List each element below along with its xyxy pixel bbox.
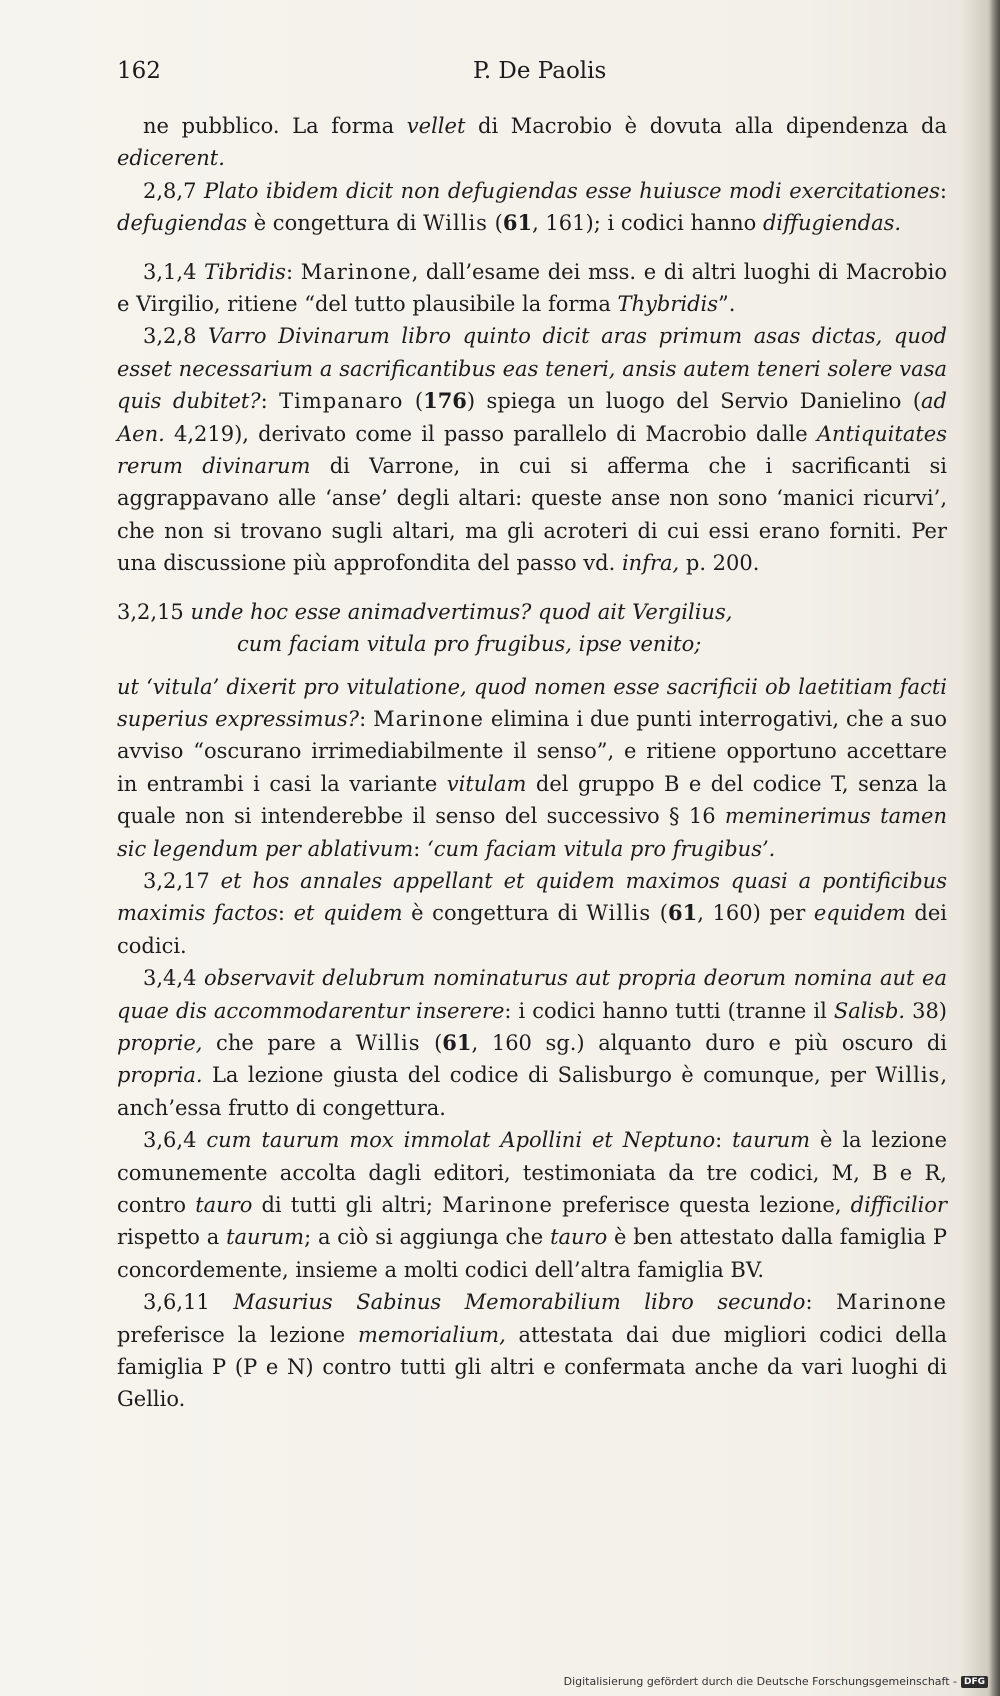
text-span: 3,6,4	[143, 1128, 207, 1153]
text-span: 3,1,4	[143, 259, 205, 284]
spaced-name: Marinone	[373, 706, 484, 731]
italic-span: Tibridis	[204, 259, 286, 284]
text-span: :	[939, 178, 947, 203]
italic-span: difficilior	[850, 1193, 947, 1217]
paragraph	[117, 671, 947, 865]
paragraph	[117, 320, 947, 579]
text-span: :	[805, 1290, 837, 1315]
text-span: : i codici hanno tutti (tranne il	[504, 998, 834, 1023]
paragraphs-after-quote	[117, 671, 947, 1416]
text-span: :	[715, 1128, 733, 1153]
italic-span: infra,	[621, 551, 680, 576]
text-span: che pare a	[202, 1030, 356, 1055]
italic-span: propria.	[117, 1063, 203, 1088]
italic-span: tauro	[195, 1193, 253, 1217]
paragraph	[117, 962, 947, 1124]
text-span: (	[651, 901, 668, 926]
text-span: di Varrone, in cui si afferma che i sacrificanti si aggrappavano alle ‘anse’ degli altari: queste anse non sono ‘manici ricurvi’, che non si trovano sugli altari, ma gli acroteri di cui essi erano forniti. Per una discussione più approfondita del passo vd.	[117, 454, 947, 576]
text-span: La lezione giusta del codice di Salisburgo è comunque, per	[202, 1063, 876, 1088]
spaced-name: Marinone	[836, 1290, 947, 1315]
bold-span: 61	[442, 1029, 472, 1055]
italic-span: ut ‘vitula’ dixerit pro vitulatione, quod nomen esse sacrificii ob laetitiam facti superius expressimus?	[117, 674, 947, 731]
spaced-name: Willis	[355, 1030, 421, 1055]
text-span: 3,2,8	[143, 324, 209, 349]
italic-span: Masurius Sabinus Memorabilium libro secundo	[233, 1290, 806, 1315]
text-span: :	[277, 901, 294, 926]
italic-span: meminerimus tamen sic legendum per ablativum	[117, 804, 947, 861]
footer-text: Digitalisierung gefördert durch die Deutsche Forschungsgemeinschaft -	[563, 1675, 957, 1688]
text-span: preferisce la lezione	[117, 1322, 359, 1347]
text-span: , 160 sg.) alquanto duro e più oscuro di	[471, 1030, 948, 1055]
italic-span: cum taurum mox immolat Apollini et Neptuno	[206, 1128, 716, 1153]
italic-span: ‘cum faciam vitula pro frugibus’.	[427, 836, 776, 861]
italic-span: defugiendas	[117, 211, 248, 236]
text-span: 3,6,11	[143, 1290, 234, 1315]
paragraph	[117, 865, 947, 962]
italic-span: memorialium,	[358, 1322, 506, 1347]
text-span: (	[487, 211, 503, 236]
page-edge-shadow	[988, 0, 1000, 1696]
text-span: ; a ciò si aggiunga che	[304, 1225, 551, 1250]
text-span: di tutti gli altri;	[252, 1193, 443, 1217]
page-header	[117, 58, 947, 92]
spaced-name: Willis	[586, 901, 652, 926]
footer-credit	[564, 1675, 988, 1688]
italic-span: Antiquitates rerum divinarum	[117, 421, 947, 479]
paragraph	[117, 175, 947, 240]
text-span: 38)	[905, 998, 948, 1023]
italic-span: ad Aen.	[117, 389, 947, 446]
paragraph	[117, 110, 947, 175]
text-span: :	[285, 259, 301, 284]
page-number: 162	[117, 58, 161, 84]
text-span: 2,8,7	[143, 178, 204, 203]
dfg-logo: DFG	[961, 1676, 988, 1688]
quote-line-2: cum faciam vitula pro frugibus, ipse venito;	[237, 632, 702, 657]
italic-span: tauro	[550, 1225, 608, 1250]
text-span: :	[260, 389, 280, 414]
italic-span: Varro Divinarum libro quinto dicit aras primum asas dictas, quod esset necessarium a sacrificantibus eas teneri, ansis autem teneri solere vasa quis dubitet?	[117, 324, 947, 414]
text-span: di Macrobio è dovuta alla dipendenza da	[465, 114, 947, 138]
italic-span: equidem	[813, 901, 906, 926]
bold-span: 176	[423, 388, 467, 414]
italic-span: edicerent.	[117, 146, 225, 171]
text-span: è congettura di	[402, 901, 587, 926]
text-span: ”.	[718, 292, 736, 317]
spaced-name: Marinone	[300, 259, 412, 284]
italic-span: proprie,	[117, 1030, 203, 1055]
italic-span: taurum	[732, 1128, 811, 1153]
running-head: P. De Paolis	[473, 58, 607, 84]
text-span: elimina i due punti interrogativi, che a suo avviso “oscurano irrimediabilmente il senso”, e ritiene opportuno accettare in entrambi i casi la variante	[117, 706, 947, 796]
text-span: dei codici.	[117, 901, 947, 958]
text-span: del gruppo B e del codice T, senza la quale non si intenderebbe il senso del successivo § 16	[117, 771, 948, 829]
paragraph	[117, 1286, 947, 1416]
text-span: rispetto a	[117, 1225, 227, 1250]
body-text	[117, 110, 947, 1416]
verse-quote	[117, 596, 947, 661]
quote-line-1: 3,2,15 unde hoc esse animadvertimus? quod ait Vergilius,	[117, 599, 733, 624]
italic-span: taurum	[226, 1225, 305, 1250]
text-span: è ben attestato dalla famiglia P concordemente, insieme a molti codici dell’altra famiglia BV.	[117, 1225, 947, 1282]
italic-span: diffugiendas.	[762, 211, 902, 236]
text-span: 3,4,4	[143, 966, 204, 991]
text-span: (	[403, 389, 424, 414]
text-span: , dall’esame dei mss. e di altri luoghi di Macrobio e Virgilio, ritiene “del tutto plausibile la forma	[117, 259, 947, 317]
text-span: 4,219), derivato come il passo parallelo di Macrobio dalle	[164, 421, 817, 446]
text-span: :	[359, 706, 374, 731]
bold-span: 61	[502, 210, 533, 236]
text-span: è congettura di	[247, 211, 424, 236]
text-span: :	[413, 836, 428, 861]
text-span: attestata dai due migliori codici della famiglia P (P e N) contro tutti gli altri e confermata anche da vari luoghi di Gellio.	[117, 1322, 947, 1412]
text-span: (	[420, 1030, 443, 1055]
italic-span: et quidem	[293, 901, 403, 926]
text-span: , 160) per	[697, 901, 814, 926]
bold-span: 61	[667, 900, 698, 926]
text-span: p. 200.	[679, 551, 760, 576]
italic-span: Salisb.	[833, 998, 906, 1023]
italic-span: vellet	[406, 114, 466, 138]
italic-span: observavit delubrum nominaturus aut propria deorum nomina aut ea quae dis accommodarentur inserere	[117, 966, 947, 1023]
italic-span: vitulam	[446, 771, 527, 796]
text-span: è la lezione comunemente accolta dagli editori, testimoniata da tre codici, M, B e R, contro	[117, 1128, 947, 1217]
text-span: preferisce questa lezione,	[552, 1193, 851, 1217]
paragraph	[117, 256, 947, 321]
paragraph	[117, 1124, 947, 1286]
text-span: ne pubblico. La forma	[143, 114, 407, 138]
spaced-name: Willis	[423, 211, 488, 236]
italic-span: Plato ibidem dicit non defugiendas esse huiusce modi exercitationes	[203, 178, 940, 203]
text-span: ) spiega un luogo del Servio Danielino (	[466, 389, 922, 414]
italic-span: Thybridis	[617, 292, 719, 317]
text-span: , anch’essa frutto di congettura.	[117, 1063, 947, 1120]
text-span: 3,2,17	[143, 868, 221, 893]
spaced-name: Marinone	[442, 1193, 553, 1217]
paragraphs-before-quote	[117, 110, 947, 580]
italic-span: et hos annales appellant et quidem maximos quasi a pontificibus maximis factos	[117, 868, 947, 926]
spaced-name: Willis	[875, 1063, 941, 1088]
text-span: , 161); i codici hanno	[532, 211, 763, 236]
spaced-name: Timpanaro	[279, 389, 404, 414]
